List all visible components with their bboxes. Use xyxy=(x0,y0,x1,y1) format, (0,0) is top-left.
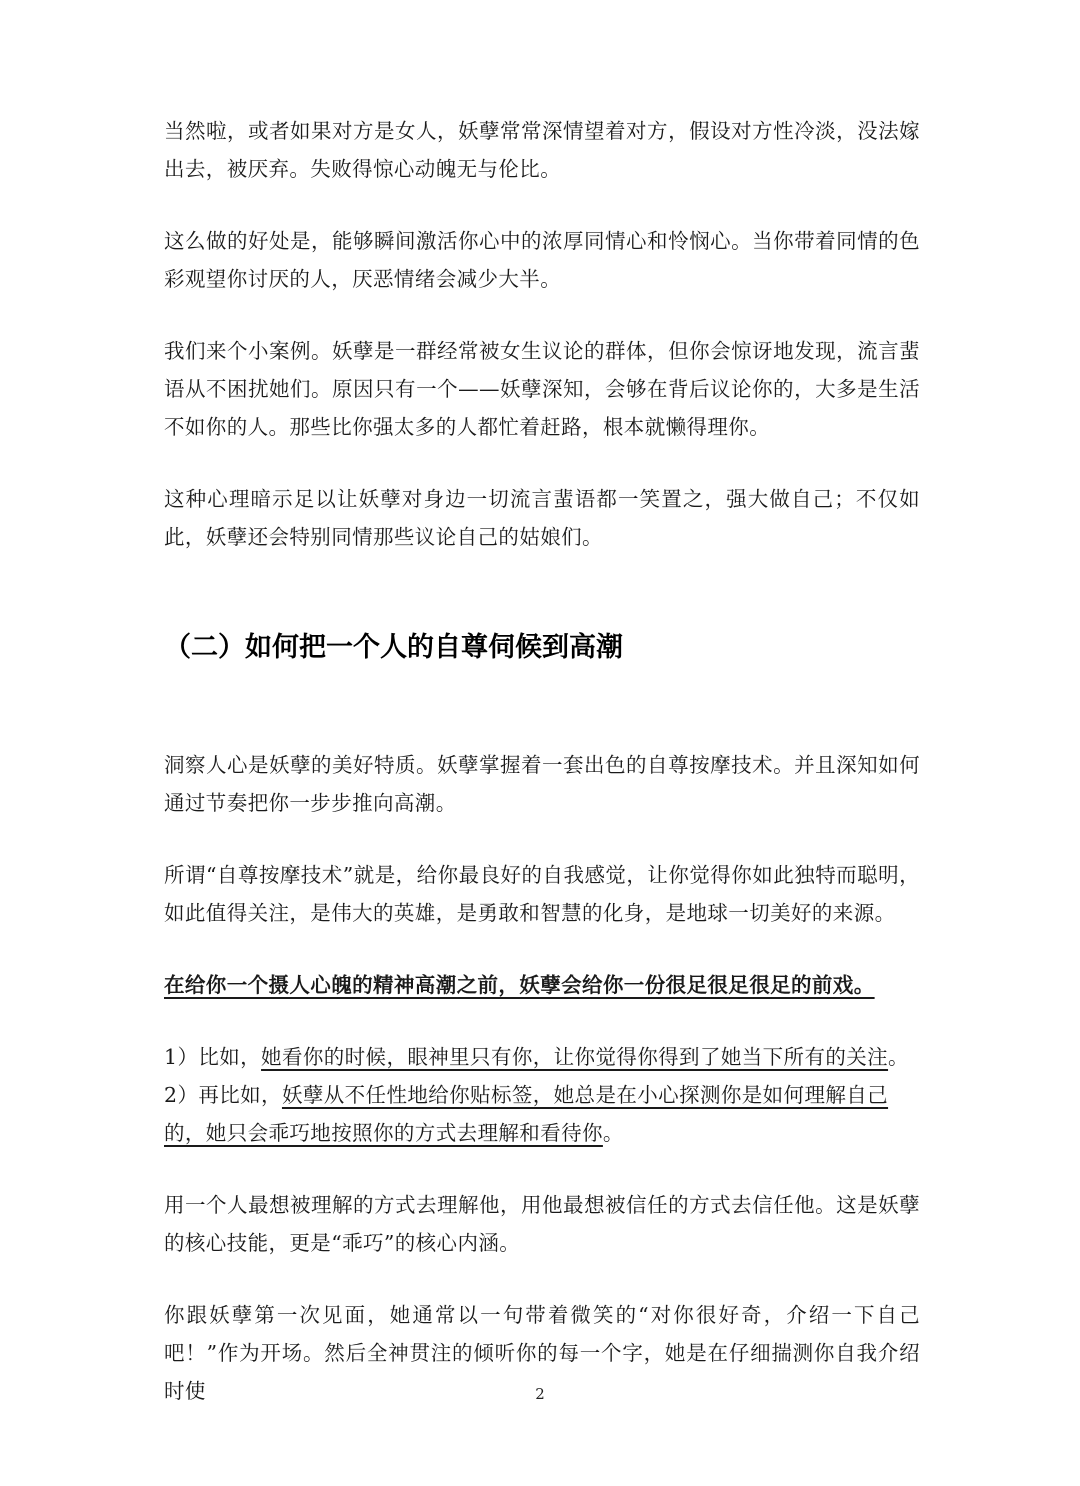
list-item xyxy=(164,1076,920,1152)
paragraph: 你跟妖孽第一次见面，她通常以一句带着微笑的“对你很好奇，介绍一下自己吧！”作为开场。然后全神贯注的倾听你的每一个字，她是在仔细揣测你自我介绍时使 xyxy=(164,1303,920,1403)
list-item-suffix: 。 xyxy=(602,1121,624,1145)
numbered-list xyxy=(164,1038,920,1152)
page-number: 2 xyxy=(535,1385,545,1403)
list-item-suffix: 。 xyxy=(888,1045,909,1069)
list-item-prefix: 1）比如， xyxy=(164,1045,262,1069)
list-item xyxy=(164,1038,920,1076)
list-item-prefix: 2）再比如， xyxy=(164,1083,282,1107)
paragraph: 洞察人心是妖孽的美好特质。妖孽掌握着一套出色的自尊按摩技术。并且深知如何通过节奏把你一步步推向高潮。 xyxy=(164,753,920,815)
section-heading: （二）如何把一个人的自尊伺候到高潮 xyxy=(164,632,623,663)
emphasis-line: 在给你一个摄人心魄的精神高潮之前，妖孽会给你一份很足很足很足的前戏。 xyxy=(164,973,875,997)
list-item-underlined: 妖孽从不任性地给你贴标签，她总是在小心探测你是如何理解自己的，她只会乖巧地按照你的方式去理解和看待你 xyxy=(164,1083,889,1145)
paragraph: 用一个人最想被理解的方式去理解他，用他最想被信任的方式去信任他。这是妖孽的核心技能，更是“乖巧”的核心内涵。 xyxy=(164,1193,920,1255)
paragraph: 当然啦，或者如果对方是女人，妖孽常常深情望着对方，假设对方性冷淡，没法嫁出去，被厌弃。失败得惊心动魄无与伦比。 xyxy=(164,119,920,181)
paragraph: 这种心理暗示足以让妖孽对身边一切流言蜚语都一笑置之，强大做自己；不仅如此，妖孽还会特别同情那些议论自己的姑娘们。 xyxy=(164,487,920,549)
paragraph: 我们来个小案例。妖孽是一群经常被女生议论的群体，但你会惊讶地发现，流言蜚语从不困扰她们。原因只有一个——妖孽深知，会够在背后议论你的，大多是生活不如你的人。那些比你强太多的人都忙着赶路，根本就懒得理你。 xyxy=(164,339,920,439)
page-content xyxy=(164,112,920,1444)
paragraph: 这么做的好处是，能够瞬间激活你心中的浓厚同情心和怜悯心。当你带着同情的色彩观望你讨厌的人，厌恶情绪会减少大半。 xyxy=(164,229,920,291)
paragraph: 所谓“自尊按摩技术”就是，给你最良好的自我感觉，让你觉得你如此独特而聪明，如此值得关注，是伟大的英雄，是勇敢和智慧的化身，是地球一切美好的来源。 xyxy=(164,863,920,925)
list-item-underlined: 她看你的时候，眼神里只有你，让你觉得你得到了她当下所有的关注 xyxy=(261,1045,889,1069)
